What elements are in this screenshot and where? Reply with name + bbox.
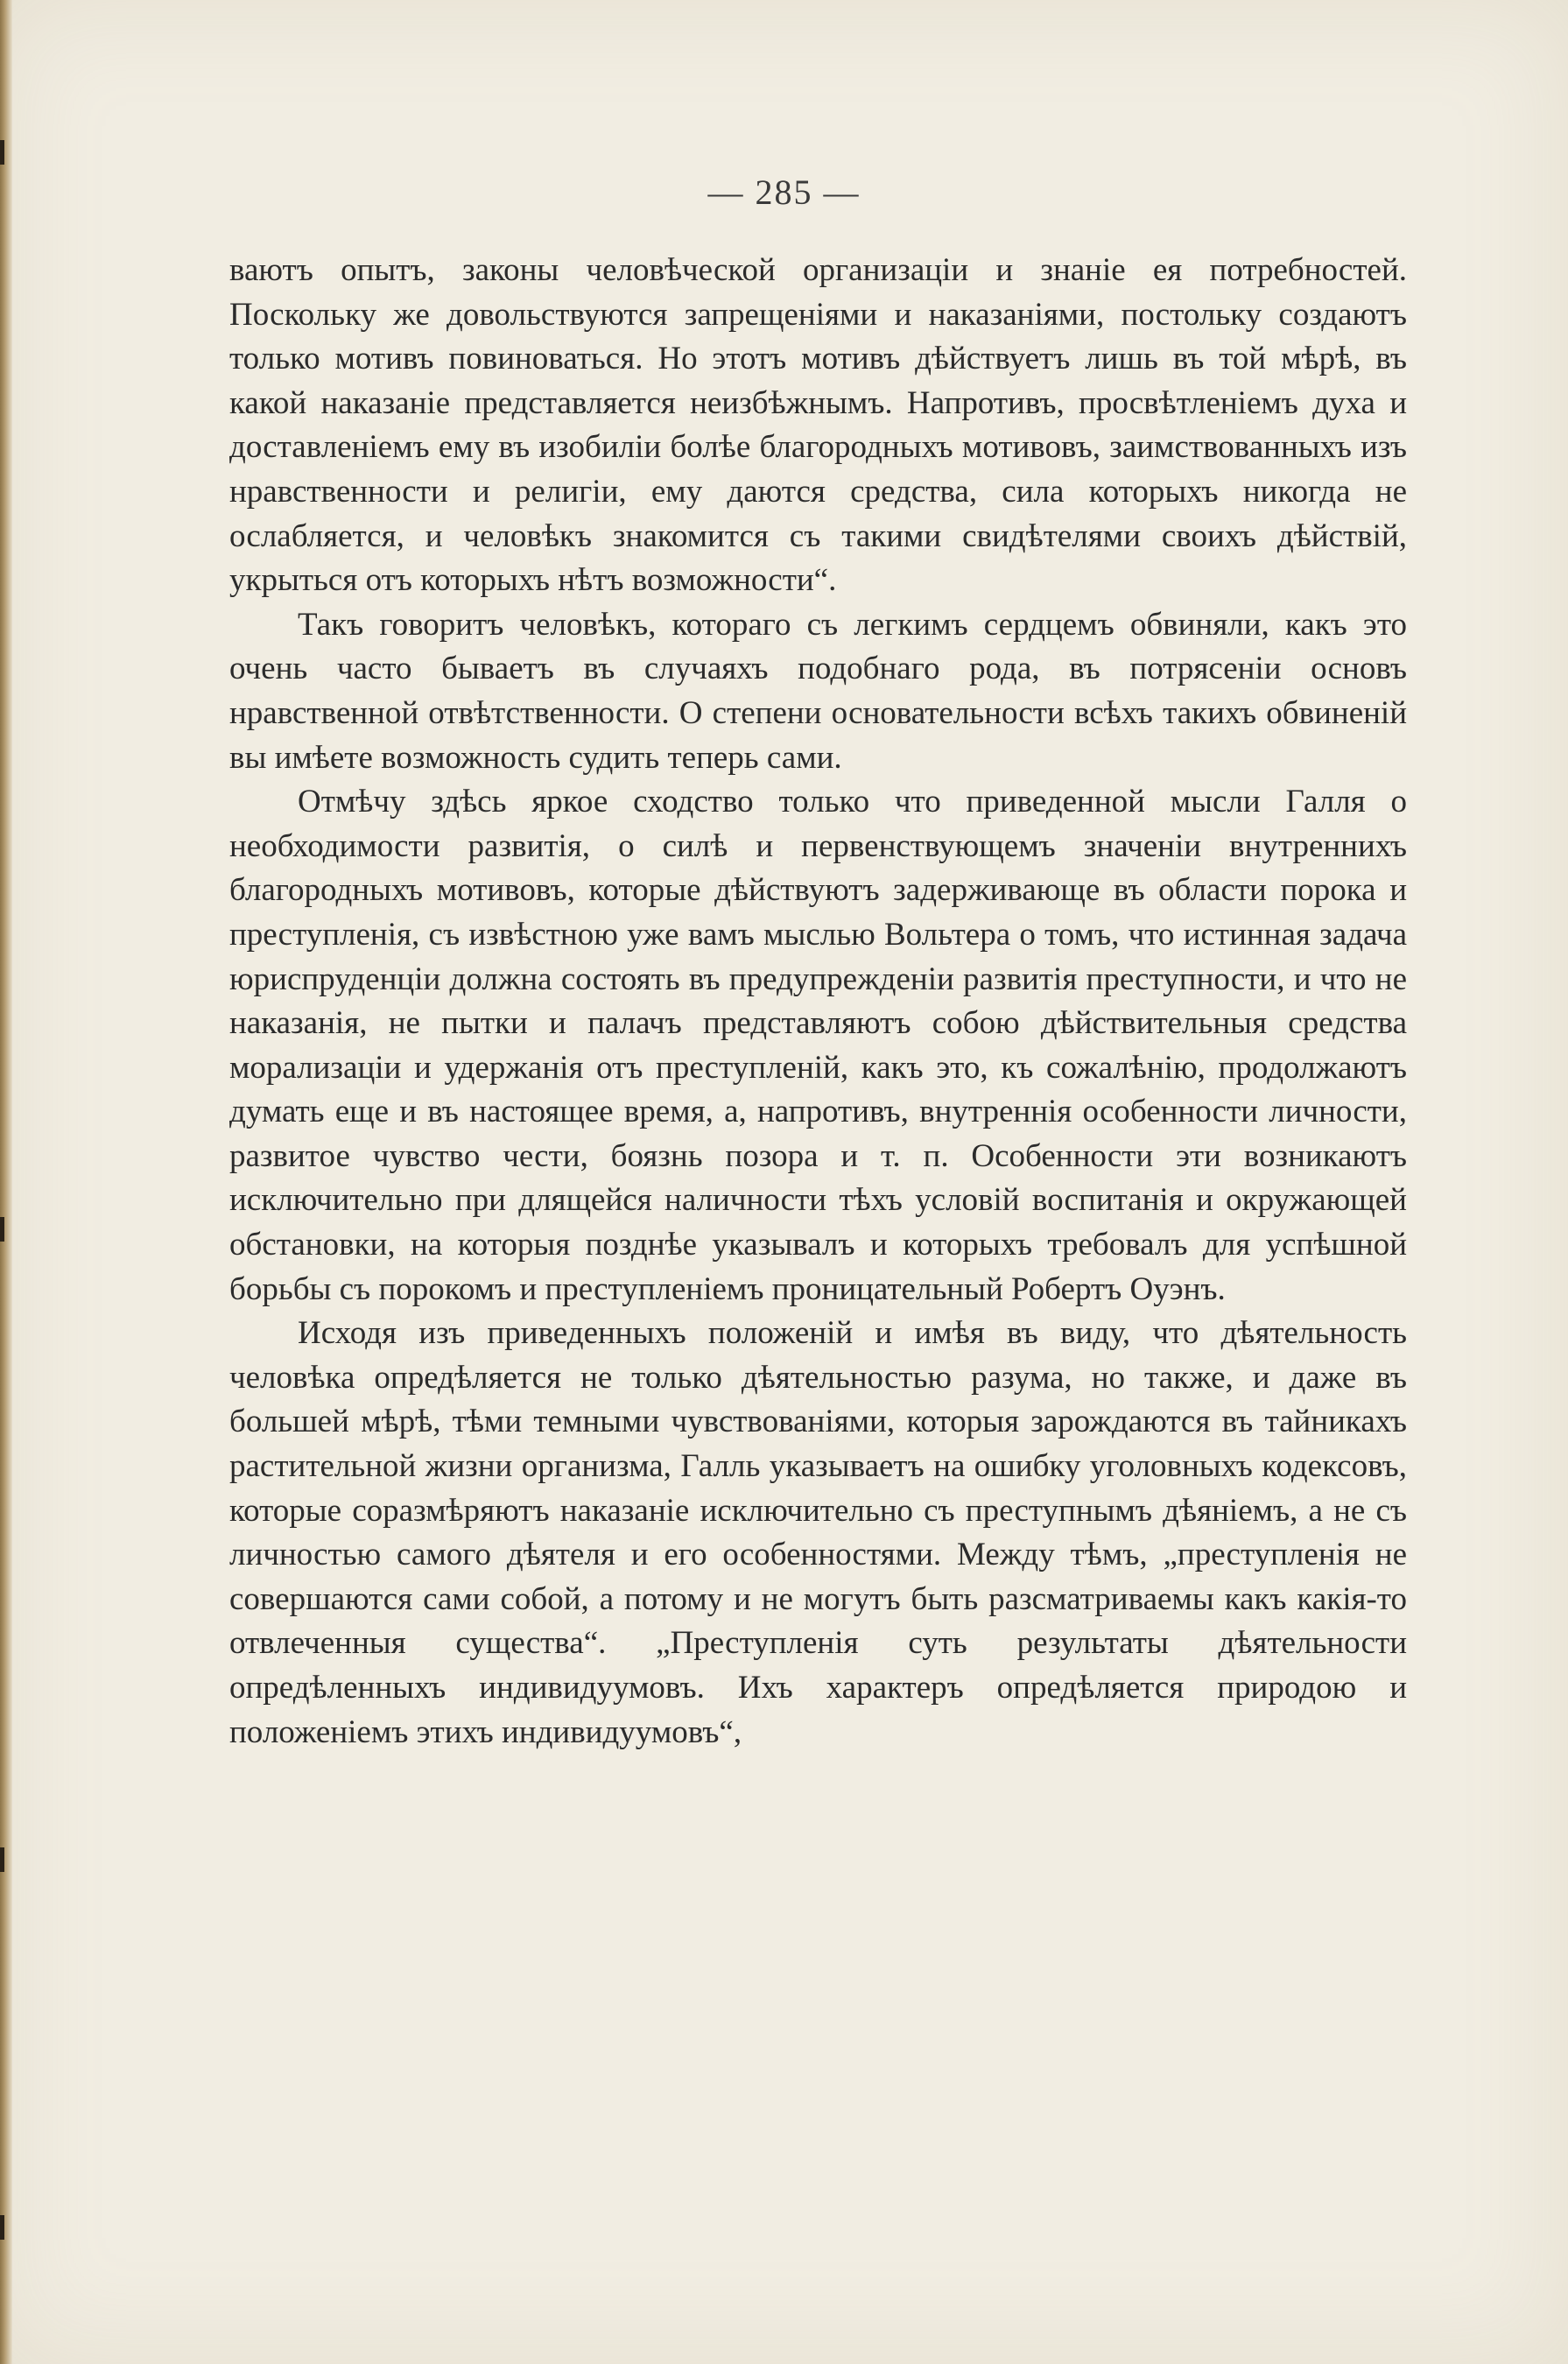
page-binding-edge bbox=[0, 0, 12, 2364]
edge-mark bbox=[0, 2215, 4, 2240]
edge-mark bbox=[0, 140, 4, 165]
edge-mark bbox=[0, 1217, 4, 1242]
paragraph-3: Отмѣчу здѣсь яркое сходство только что приведенной мысли Галля о необходимости развитія, о силѣ и первенствующемъ значеніи внутреннихъ благородныхъ мотивовъ, которые дѣйствуютъ задерживающе въ области порока и преступленія, съ извѣстною уже вамъ мыслью Вольтера о томъ, что истинная задача юриспруденціи должна состоять въ предупрежденіи развитія преступности, и что не наказанія, не пытки и палачъ представляютъ собою дѣйствительныя средства морализаціи и удержанія отъ преступленій, какъ это, къ сожалѣнію, продолжаютъ думать еще и въ настоящее время, а, напротивъ, внутреннія особенности личности, развитое чувство чести, боязнь позора и т. п. Особенности эти возникаютъ исключительно при длящейся наличности тѣхъ условій воспитанія и окружающей обстановки, на которыя позднѣе указывалъ и которыхъ требовалъ для успѣшной борьбы съ порокомъ и преступленіемъ проницательный Робертъ Оуэнъ. bbox=[229, 784, 1407, 1307]
paragraph-2: Такъ говоритъ человѣкъ, котораго съ легкимъ сердцемъ обвиняли, какъ это очень часто бываетъ въ случаяхъ подобнаго рода, въ потрясеніи основъ нравственной отвѣтственности. О степени основательности всѣхъ такихъ обвиненій вы имѣете возможность судить теперь сами. bbox=[229, 606, 1407, 776]
edge-mark bbox=[0, 1847, 4, 1872]
body-text bbox=[229, 249, 1407, 1755]
paragraph-1: ваютъ опытъ, законы человѣческой организаціи и знаніе ея потребностей. Поскольку же довольствуются запрещеніями и наказаніями, постольку создаютъ только мотивъ повиноваться. Но этотъ мотивъ дѣйствуетъ лишь въ той мѣрѣ, въ какой наказаніе представляется неизбѣжнымъ. Напротивъ, просвѣтленіемъ духа и доставленіемъ ему въ изобиліи болѣе благородныхъ мотивовъ, заимствованныхъ изъ нравственности и религіи, ему даются средства, сила которыхъ никогда не ослабляется, и человѣкъ знакомится съ такими свидѣтелями своихъ дѣйствій, укрыться отъ которыхъ нѣтъ возможности“. bbox=[229, 252, 1407, 599]
page-number: — 285 — bbox=[707, 172, 861, 212]
paragraph-4: Исходя изъ приведенныхъ положеній и имѣя въ виду, что дѣятельность человѣка опредѣляется не только дѣятельностью разума, но также, и даже въ большей мѣрѣ, тѣми темными чувствованіями, которыя зарождаются въ тайникахъ растительной жизни организма, Галль указываетъ на ошибку уголовныхъ кодексовъ, которые соразмѣряютъ наказаніе исключительно съ преступнымъ дѣяніемъ, а не съ личностью самого дѣятеля и его особенностями. Между тѣмъ, „преступленія не совершаются сами собой, а потому и не могутъ быть разсматриваемы какъ какія-то отвлеченныя существа“. „Преступленія суть результаты дѣятельности опредѣленныхъ индивидуумовъ. Ихъ характеръ опредѣляется природою и положеніемъ этихъ индивидуумовъ“, bbox=[229, 1315, 1407, 1750]
